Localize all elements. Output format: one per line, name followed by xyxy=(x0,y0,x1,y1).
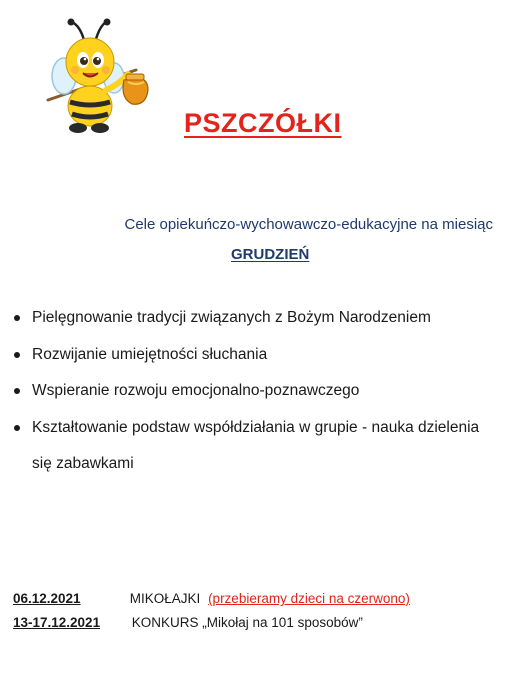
month-heading: GRUDZIEŃ xyxy=(231,246,310,263)
event-date: 06.12.2021 xyxy=(13,591,81,606)
event-row xyxy=(13,587,410,611)
goals-list xyxy=(14,300,514,483)
bullet-icon xyxy=(14,352,20,358)
list-item xyxy=(14,300,514,337)
goal-text: Wspieranie rozwoju emocjonalno-poznawczego xyxy=(32,382,360,399)
events-section xyxy=(13,587,410,635)
bee-mascot-icon xyxy=(40,18,152,140)
bullet-icon xyxy=(14,388,20,394)
goal-text: Rozwijanie umiejętności słuchania xyxy=(32,345,268,363)
event-name: KONKURS „Mikołaj na 101 sposobów” xyxy=(131,615,363,630)
event-name: MIKOŁAJKI xyxy=(129,591,201,606)
bullet-icon xyxy=(14,315,20,321)
goals-heading: Cele opiekuńczo-wychowawczo-edukacyjne na miesiąc xyxy=(124,216,493,233)
list-item xyxy=(14,337,514,374)
list-item xyxy=(14,410,502,483)
event-date: 13-17.12.2021 xyxy=(13,615,101,630)
group-title: PSZCZÓŁKI xyxy=(184,108,342,138)
event-note: (przebieramy dzieci na czerwono) xyxy=(208,591,410,606)
event-row xyxy=(13,611,410,635)
bullet-icon xyxy=(14,425,20,431)
goal-text: Kształtowanie podstaw współdziałania w grupie - nauka dzielenia się zabawkami xyxy=(32,418,480,472)
goal-text: Pielęgnowanie tradycji związanych z Bożym Narodzeniem xyxy=(32,309,431,326)
list-item xyxy=(14,373,514,410)
